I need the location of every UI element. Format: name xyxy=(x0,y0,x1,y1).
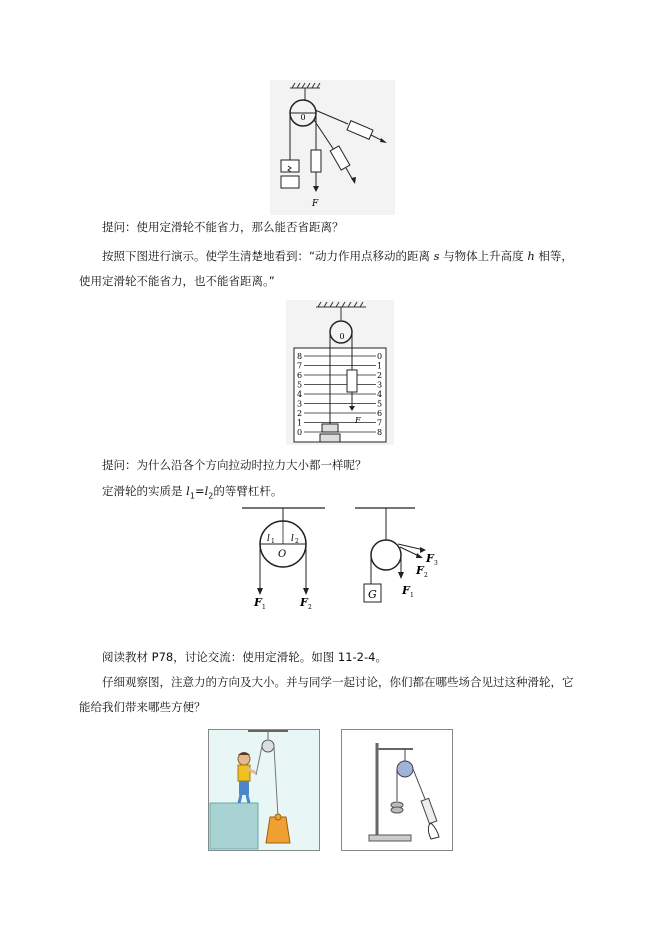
person-legs xyxy=(239,781,249,795)
scale-board xyxy=(294,348,386,442)
left-scale-number: 6 xyxy=(297,371,303,380)
right-scale-number: 2 xyxy=(377,371,383,380)
right-scale-number: 1 xyxy=(377,361,383,371)
svg-text:G: G xyxy=(368,588,377,601)
svg-text:2: 2 xyxy=(308,604,312,611)
stand-base xyxy=(369,835,411,841)
pulley-center-label: 0 xyxy=(300,113,306,122)
spring-scale-down xyxy=(311,150,321,172)
demo-paragraph-line2: 使用定滑轮不能省力，也不能省距离。” xyxy=(79,274,275,288)
left-scale-number: 0 xyxy=(297,428,303,437)
svg-text:1: 1 xyxy=(271,538,275,545)
right-scale-number: 0 xyxy=(377,352,383,361)
person-shirt xyxy=(238,765,250,781)
right-scale-number: 5 xyxy=(377,399,383,409)
left-scale-number: 5 xyxy=(297,380,303,390)
right-scale-number: 3 xyxy=(377,380,383,390)
bag xyxy=(266,817,290,843)
svg-text:F: F xyxy=(402,584,410,597)
left-lever-diagram xyxy=(242,508,325,611)
right-scale-numbers xyxy=(377,352,382,437)
left-scale-number: 3 xyxy=(297,399,303,409)
fulcrum-label: O xyxy=(278,549,287,560)
svg-text:F: F xyxy=(254,596,262,609)
svg-text:l: l xyxy=(291,534,294,544)
svg-text:F: F xyxy=(300,596,308,609)
left-scale-numbers xyxy=(297,352,302,437)
left-scale-number: 8 xyxy=(297,352,303,361)
left-scale-number: 1 xyxy=(297,418,303,428)
reading-discussion: 阅读教材 P78，讨论交流：使用定滑轮。如图 11-2-4。 xyxy=(102,650,387,664)
person-pulley-illustration xyxy=(208,729,320,851)
right-lever-diagram xyxy=(355,508,438,602)
observe-discuss-line2: 能给我们带来哪些方便？ xyxy=(79,700,206,714)
platform-block xyxy=(210,803,258,849)
left-scale-number: 4 xyxy=(297,390,303,399)
left-scale-number: 7 xyxy=(297,361,303,371)
demo-paragraph-line1: 按照下图进行演示。使学生清楚地看到：“动力作用点移动的距离 s 与物体上升高度 h 相等， xyxy=(102,249,573,263)
lever-explanation: 定滑轮的实质是 $l_1=l_2$的等臂杠杆。 xyxy=(102,484,283,501)
svg-text:2: 2 xyxy=(295,538,299,545)
svg-text:1: 1 xyxy=(262,604,266,611)
var-s: s xyxy=(433,249,440,263)
pulley-center-label: 0 xyxy=(339,332,345,341)
force-label: F xyxy=(312,199,319,209)
var-h: h xyxy=(527,249,535,263)
left-scale-number: 2 xyxy=(297,409,303,418)
observe-discuss-line1: 仔细观察图，注意力的方向及大小。并与同学一起讨论，你们都在哪些场合见过这种滑轮，它 xyxy=(102,675,574,689)
right-scale-number: 7 xyxy=(377,418,383,428)
svg-text:l: l xyxy=(267,534,270,544)
right-scale-number: 4 xyxy=(377,390,383,399)
right-scale-number: 8 xyxy=(377,428,383,437)
force-label: F xyxy=(355,416,361,425)
pulley-wheel xyxy=(397,761,413,777)
lever-diagrams-figure xyxy=(240,502,455,614)
lab-pulley-setup-illustration xyxy=(341,729,453,851)
svg-text:2: 2 xyxy=(424,572,428,579)
pulley-wheel xyxy=(371,540,401,570)
pulley-directions-figure xyxy=(270,80,395,215)
pulley-wheel xyxy=(262,740,274,752)
right-scale-number: 6 xyxy=(377,409,383,418)
question-distance: 提问：使用定滑轮不能省力，那么能否省距离？ xyxy=(102,220,344,234)
svg-text:F: F xyxy=(416,564,424,577)
spring-scale xyxy=(347,370,357,392)
svg-text:3: 3 xyxy=(434,560,438,567)
svg-text:1: 1 xyxy=(410,592,414,599)
question-same-force: 提问：为什么沿各个方向拉动时拉力大小都一样呢？ xyxy=(102,458,367,472)
pulley-scale-board-figure xyxy=(286,300,394,445)
svg-text:F: F xyxy=(426,552,434,565)
